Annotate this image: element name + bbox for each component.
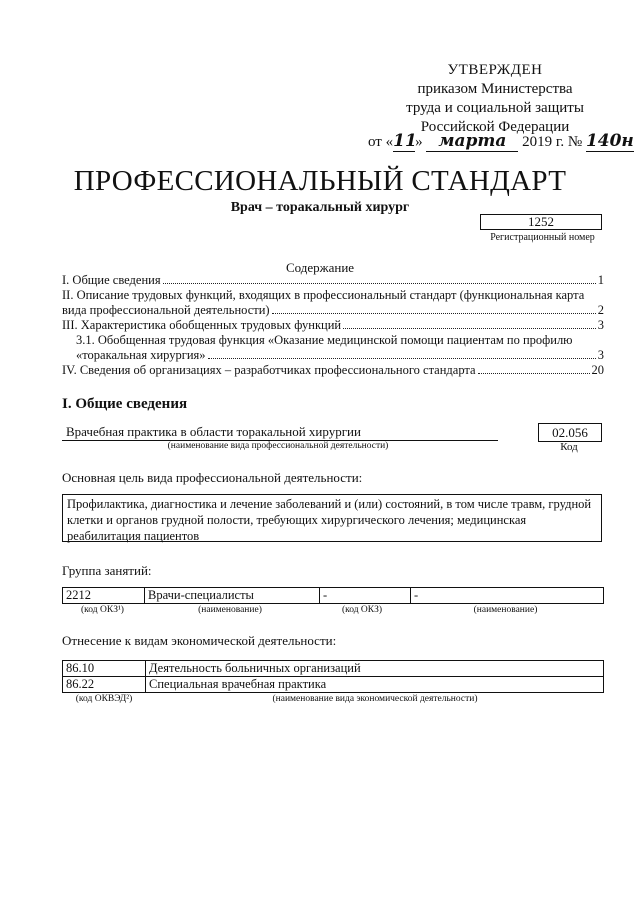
page-subtitle: Врач – торакальный хирург [230, 200, 410, 215]
registration-caption: Регистрационный номер [490, 232, 595, 243]
toc-item[interactable] [62, 318, 604, 333]
order-number: 140н [585, 131, 634, 151]
occupation-group-table [62, 587, 604, 604]
activity-code: 02.056 [538, 423, 602, 442]
caption-okved-name: (наименование вида экономической деятельности) [272, 694, 478, 704]
toc-item-label: I. Общие сведения [62, 273, 161, 287]
toc-item[interactable] [62, 363, 604, 378]
group-name-2: - [411, 588, 604, 604]
toc-item-page: 3 [597, 318, 604, 332]
toc-item-label: «торакальная хирургия» [76, 348, 206, 362]
toc-item[interactable] [62, 348, 604, 363]
approval-line: приказом Министерства [417, 81, 573, 97]
group-name: Врачи-специалисты [145, 588, 320, 604]
activity-code-caption: Код [560, 441, 578, 453]
caption-okz-name: (наименование) [198, 605, 262, 615]
toc-item-page: 3 [597, 348, 604, 362]
order-month: марта [426, 131, 518, 152]
toc-item[interactable] [62, 303, 604, 318]
toc [62, 273, 604, 378]
approval-heading: УТВЕРЖДЕН [447, 62, 543, 78]
order-day: 11 [393, 131, 417, 151]
toc-item-line1: II. Описание трудовых функций, входящих в профессиональный стандарт (функциональная карта [62, 288, 585, 302]
page-title: ПРОФЕССИОНАЛЬНЫЙ СТАНДАРТ [73, 165, 567, 197]
activity-caption: (наименование вида профессиональной деятельности) [167, 441, 389, 451]
caption-okz-code-2: (код ОКЗ) [341, 605, 383, 615]
caption-okved-code: (код ОКВЭД²) [75, 694, 133, 704]
econ-name: Специальная врачебная практика [146, 677, 604, 693]
toc-item-line1: 3.1. Обобщенная трудовая функция «Оказание медицинской помощи пациентам по профилю [76, 333, 573, 347]
order-prefix: от « [368, 134, 394, 150]
econ-code: 86.10 [63, 661, 146, 677]
toc-heading: Содержание [285, 260, 355, 275]
toc-item-label: IV. Сведения об организациях – разработчиках профессионального стандарта [62, 363, 476, 377]
order-date-line [368, 131, 634, 152]
econ-label: Отнесение к видам экономической деятельности: [62, 633, 337, 648]
table-row [63, 677, 604, 693]
toc-item-label: вида профессиональной деятельности) [62, 303, 270, 317]
group-code-2: - [320, 588, 411, 604]
goal-text: Профилактика, диагностика и лечение заболеваний и (или) состояний, в том числе травм, грудной клетки и органов грудной полости, требующих хирургического лечения; медицинская реабилитация пациентов [62, 494, 602, 542]
toc-item-label: III. Характеристика обобщенных трудовых функций [62, 318, 342, 332]
caption-okz-name-2: (наименование) [473, 605, 538, 615]
group-code: 2212 [63, 588, 145, 604]
econ-name: Деятельность больничных организаций [146, 661, 604, 677]
approval-block [380, 61, 610, 137]
toc-item[interactable] [62, 273, 604, 288]
econ-code: 86.22 [63, 677, 146, 693]
order-year: 2019 г. № [522, 134, 583, 150]
order-mid: » [415, 134, 423, 150]
toc-item-page: 20 [591, 363, 604, 377]
activity-name: Врачебная практика в области торакальной хирургии [62, 423, 498, 441]
toc-item-page: 2 [597, 303, 604, 317]
section-title: I. Общие сведения [62, 396, 188, 412]
goal-label: Основная цель вида профессиональной деятельности: [62, 470, 363, 485]
registration-number: 1252 [480, 214, 602, 230]
table-row [63, 661, 604, 677]
toc-item-page: 1 [597, 273, 604, 287]
approval-line: труда и социальной защиты [406, 100, 584, 116]
group-label: Группа занятий: [62, 563, 152, 578]
economic-activity-table [62, 660, 604, 693]
caption-okz-code: (код ОКЗ¹) [81, 605, 124, 615]
approval-line: Российской Федерации [420, 119, 570, 135]
